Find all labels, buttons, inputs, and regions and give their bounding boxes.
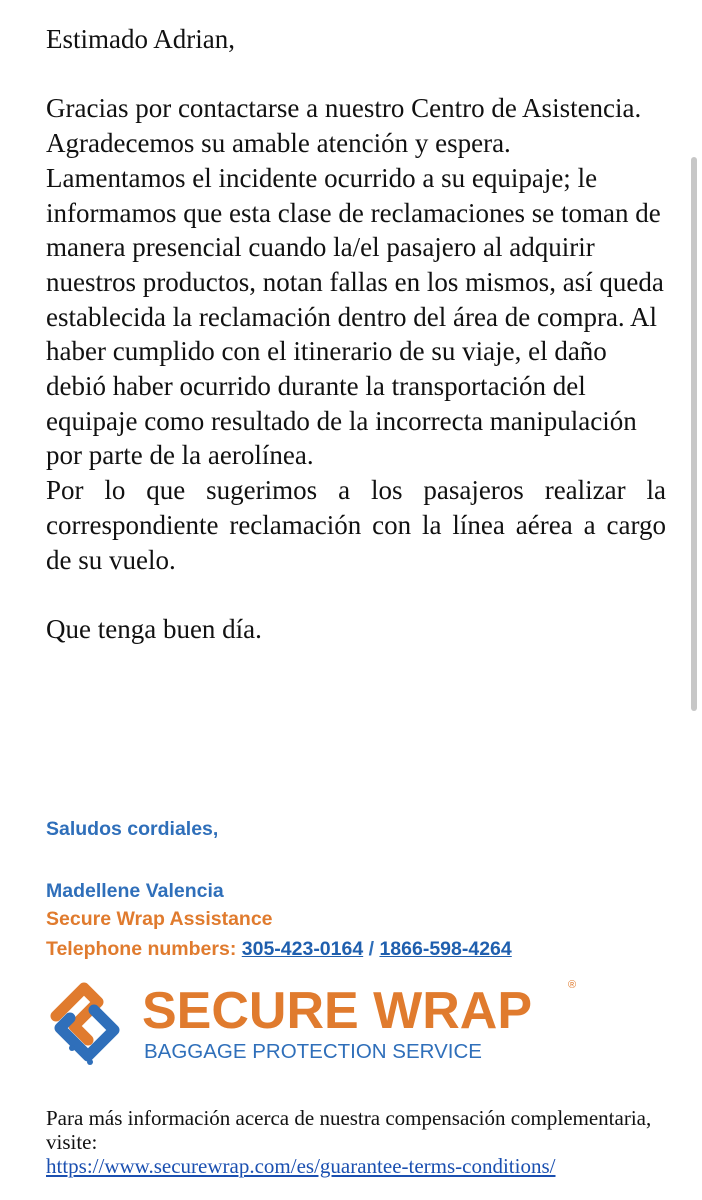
paragraph-assistance: Gracias por contactarse a nuestro Centro de Asistencia. Agradecemos su amable atención y espera. <box>46 93 642 159</box>
phone-separator: / <box>368 938 375 960</box>
signature-salutation: Saludos cordiales, <box>46 818 219 840</box>
signature-name: Madellene Valencia <box>46 880 224 902</box>
signature-phones <box>46 938 512 961</box>
paragraph-suggestion: Por lo que sugerimos a los pasajeros realizar la correspondiente reclamación con la línea aérea a cargo de su vuelo. <box>46 475 666 575</box>
terms-link[interactable]: https://www.securewrap.com/es/guarantee-terms-conditions/ <box>46 1154 556 1178</box>
secure-wrap-logo <box>48 972 608 1072</box>
email-body <box>46 22 666 647</box>
phone-link-2[interactable]: 1866-598-4264 <box>379 938 512 960</box>
greeting: Estimado Adrian, <box>46 24 235 54</box>
signature-company: Secure Wrap Assistance <box>46 908 273 930</box>
footer-text: Para más información acerca de nuestra compensación complementaria, visite: <box>46 1106 652 1154</box>
logo-brand: SECURE WRAP <box>142 982 533 1040</box>
luggage-wrap-icon <box>56 988 114 1065</box>
footer <box>46 1106 666 1178</box>
phone-link-1[interactable]: 305-423-0164 <box>241 938 364 960</box>
phone-label: Telephone numbers: <box>46 938 237 960</box>
logo-tagline: BAGGAGE PROTECTION SERVICE <box>144 1040 482 1063</box>
paragraph-incident: Lamentamos el incidente ocurrido a su equipaje; le informamos que esta clase de reclamaciones se toman de manera presencial cuando la/el pasajero al adquirir nuestros productos, notan fallas en los mismos, así queda establecida la reclamación dentro del área de compra. Al haber cumplido con el itinerario de su viaje, el daño debió haber ocurrido durante la transportación del equipaje como resultado de la incorrecta manipulación por parte de la aerolínea. <box>46 162 664 471</box>
scrollbar[interactable] <box>691 157 697 711</box>
closing: Que tenga buen día. <box>46 613 262 644</box>
registered-mark-icon: ® <box>568 979 577 991</box>
